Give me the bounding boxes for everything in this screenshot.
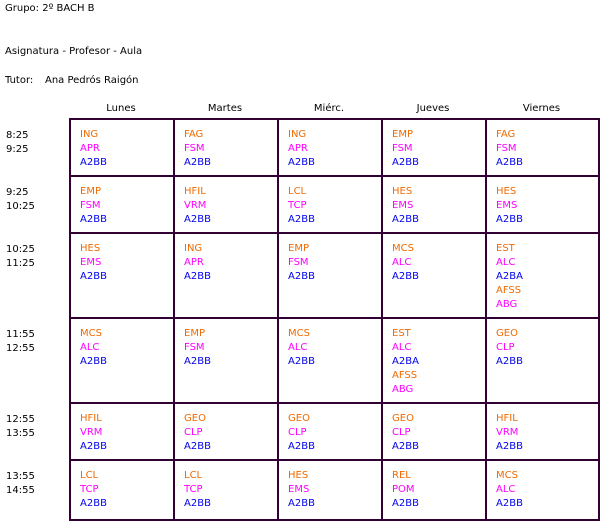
teacher-code: APR	[184, 257, 204, 268]
time-end: 11:25	[6, 258, 35, 269]
subject-code: REL	[392, 470, 411, 481]
schedule-cell	[278, 460, 382, 520]
schedule-cell	[382, 176, 486, 233]
room-code: A2BB	[496, 356, 523, 367]
schedule-cell	[70, 233, 174, 318]
time-start: 11:55	[6, 329, 35, 340]
teacher-code: FSM	[184, 143, 205, 154]
teacher-code: APR	[80, 143, 100, 154]
subject-code: HES	[392, 186, 413, 197]
teacher-code: TCP	[184, 484, 203, 495]
room-code: A2BB	[184, 356, 211, 367]
subject-code: GEO	[184, 413, 206, 424]
teacher-code: CLP	[184, 427, 203, 438]
teacher-code: TCP	[80, 484, 99, 495]
subject-code: EMP	[392, 129, 413, 140]
day-header-1: Martes	[207, 103, 243, 114]
teacher-code: FSM	[496, 143, 517, 154]
subject-code: LCL	[184, 470, 203, 481]
subject-code: GEO	[288, 413, 310, 424]
time-start: 10:25	[6, 244, 35, 255]
schedule-cell	[486, 119, 599, 176]
time-start: 13:55	[6, 471, 35, 482]
time-end: 14:55	[6, 485, 35, 496]
time-slot	[6, 328, 35, 356]
subject-code: GEO	[392, 413, 414, 424]
schedule-cell	[174, 460, 278, 520]
room-code: A2BB	[496, 214, 523, 225]
schedule-cell	[70, 119, 174, 176]
room-code: A2BB	[392, 498, 419, 509]
subject-code: MCS	[392, 243, 414, 254]
day-header-0: Lunes	[106, 103, 136, 114]
timetable-grid	[69, 118, 600, 521]
room-code: A2BB	[288, 271, 315, 282]
schedule-cell	[70, 318, 174, 403]
subject-code: HFIL	[184, 186, 206, 197]
subject-code: HFIL	[80, 413, 102, 424]
time-slot	[6, 129, 28, 157]
room-code: A2BB	[392, 214, 419, 225]
schedule-cell	[278, 318, 382, 403]
subject-code: HES	[496, 186, 517, 197]
teacher-code: EMS	[80, 257, 102, 268]
day-header-2: Miérc.	[313, 103, 345, 114]
time-end: 12:55	[6, 343, 35, 354]
schedule-cell	[174, 233, 278, 318]
teacher-code: CLP	[392, 427, 411, 438]
teacher-code: FSM	[288, 257, 309, 268]
subject-code: ING	[184, 243, 203, 254]
subject-code: GEO	[496, 328, 518, 339]
schedule-cell	[486, 460, 599, 520]
schedule-cell	[486, 403, 599, 460]
teacher-code: FSM	[80, 200, 101, 211]
schedule-cell	[278, 403, 382, 460]
time-slot	[6, 186, 35, 214]
subject-code: AFSS	[496, 285, 522, 296]
teacher-code: ALC	[496, 484, 516, 495]
schedule-cell	[382, 233, 486, 318]
subject-code: EMP	[80, 186, 101, 197]
teacher-code: ALC	[496, 257, 516, 268]
schedule-cell	[382, 318, 486, 403]
schedule-cell	[278, 176, 382, 233]
room-code: A2BB	[80, 498, 107, 509]
teacher-code: CLP	[496, 342, 515, 353]
subject-code: EST	[392, 328, 411, 339]
room-code: A2BB	[80, 271, 107, 282]
subject-code: FAG	[496, 129, 516, 140]
teacher-code: VRM	[184, 200, 207, 211]
teacher-code: APR	[288, 143, 308, 154]
group-title: Grupo: 2º BACH B	[5, 3, 95, 14]
subject-code: EST	[496, 243, 515, 254]
schedule-cell	[174, 318, 278, 403]
room-code: A2BB	[392, 157, 419, 168]
room-code: A2BB	[80, 214, 107, 225]
room-code: A2BB	[392, 271, 419, 282]
room-code: A2BB	[496, 157, 523, 168]
legend-text: Asignatura - Profesor - Aula	[5, 46, 143, 57]
subject-code: LCL	[288, 186, 307, 197]
subject-code: MCS	[496, 470, 518, 481]
schedule-cell	[174, 403, 278, 460]
room-code: A2BB	[392, 441, 419, 452]
subject-code: MCS	[80, 328, 102, 339]
teacher-code: FSM	[184, 342, 205, 353]
time-slot	[6, 413, 35, 441]
schedule-cell	[70, 176, 174, 233]
tutor-row	[5, 75, 139, 86]
room-code: A2BB	[80, 441, 107, 452]
teacher-code: ALC	[392, 257, 412, 268]
tutor-label: Tutor:	[5, 75, 34, 86]
schedule-cell	[382, 403, 486, 460]
day-header-3: Jueves	[416, 103, 450, 114]
schedule-cell	[486, 318, 599, 403]
subject-code: AFSS	[392, 370, 418, 381]
room-code: A2BA	[496, 271, 523, 282]
subject-code: ING	[80, 129, 99, 140]
schedule-cell	[486, 176, 599, 233]
subject-code: EMP	[288, 243, 309, 254]
subject-code: HFIL	[496, 413, 518, 424]
room-code: A2BB	[80, 356, 107, 367]
time-end: 13:55	[6, 428, 35, 439]
room-code: A2BB	[288, 441, 315, 452]
subject-code: FAG	[184, 129, 204, 140]
teacher-code: EMS	[496, 200, 518, 211]
teacher-code: VRM	[80, 427, 103, 438]
schedule-cell	[174, 176, 278, 233]
schedule-cell	[70, 460, 174, 520]
time-slot	[6, 470, 35, 498]
room-code: A2BB	[184, 157, 211, 168]
schedule-cell	[382, 119, 486, 176]
schedule-cell	[382, 460, 486, 520]
room-code: A2BB	[288, 157, 315, 168]
subject-code: LCL	[80, 470, 99, 481]
room-code: A2BB	[184, 214, 211, 225]
room-code: A2BB	[184, 498, 211, 509]
teacher-code: ALC	[80, 342, 100, 353]
time-start: 12:55	[6, 414, 35, 425]
room-code: A2BB	[288, 356, 315, 367]
schedule-cell	[486, 233, 599, 318]
teacher-code: EMS	[392, 200, 414, 211]
teacher-code: ALC	[288, 342, 308, 353]
subject-code: HES	[80, 243, 101, 254]
teacher-code: CLP	[288, 427, 307, 438]
room-code: A2BB	[288, 498, 315, 509]
subject-code: EMP	[184, 328, 205, 339]
time-start: 8:25	[6, 130, 29, 141]
day-header-4: Viernes	[522, 103, 561, 114]
room-code: A2BB	[496, 441, 523, 452]
room-code: A2BB	[80, 157, 107, 168]
teacher-code: VRM	[496, 427, 519, 438]
subject-code: ING	[288, 129, 307, 140]
room-code: A2BB	[288, 214, 315, 225]
teacher-code: ALC	[392, 342, 412, 353]
time-end: 9:25	[6, 144, 29, 155]
room-code: A2BA	[392, 356, 419, 367]
time-end: 10:25	[6, 201, 35, 212]
room-code: A2BB	[184, 441, 211, 452]
teacher-code: FSM	[392, 143, 413, 154]
room-code: A2BB	[496, 498, 523, 509]
subject-code: MCS	[288, 328, 310, 339]
teacher-code: POM	[392, 484, 415, 495]
room-code: A2BB	[184, 271, 211, 282]
teacher-code: TCP	[288, 200, 307, 211]
time-start: 9:25	[6, 187, 29, 198]
schedule-cell	[278, 233, 382, 318]
schedule-cell	[70, 403, 174, 460]
teacher-code: ABG	[392, 384, 414, 395]
time-slot	[6, 243, 35, 271]
teacher-code: ABG	[496, 299, 518, 310]
tutor-name: Ana Pedrós Raigón	[45, 75, 139, 86]
schedule-cell	[278, 119, 382, 176]
subject-code: HES	[288, 470, 309, 481]
teacher-code: EMS	[288, 484, 310, 495]
schedule-cell	[174, 119, 278, 176]
